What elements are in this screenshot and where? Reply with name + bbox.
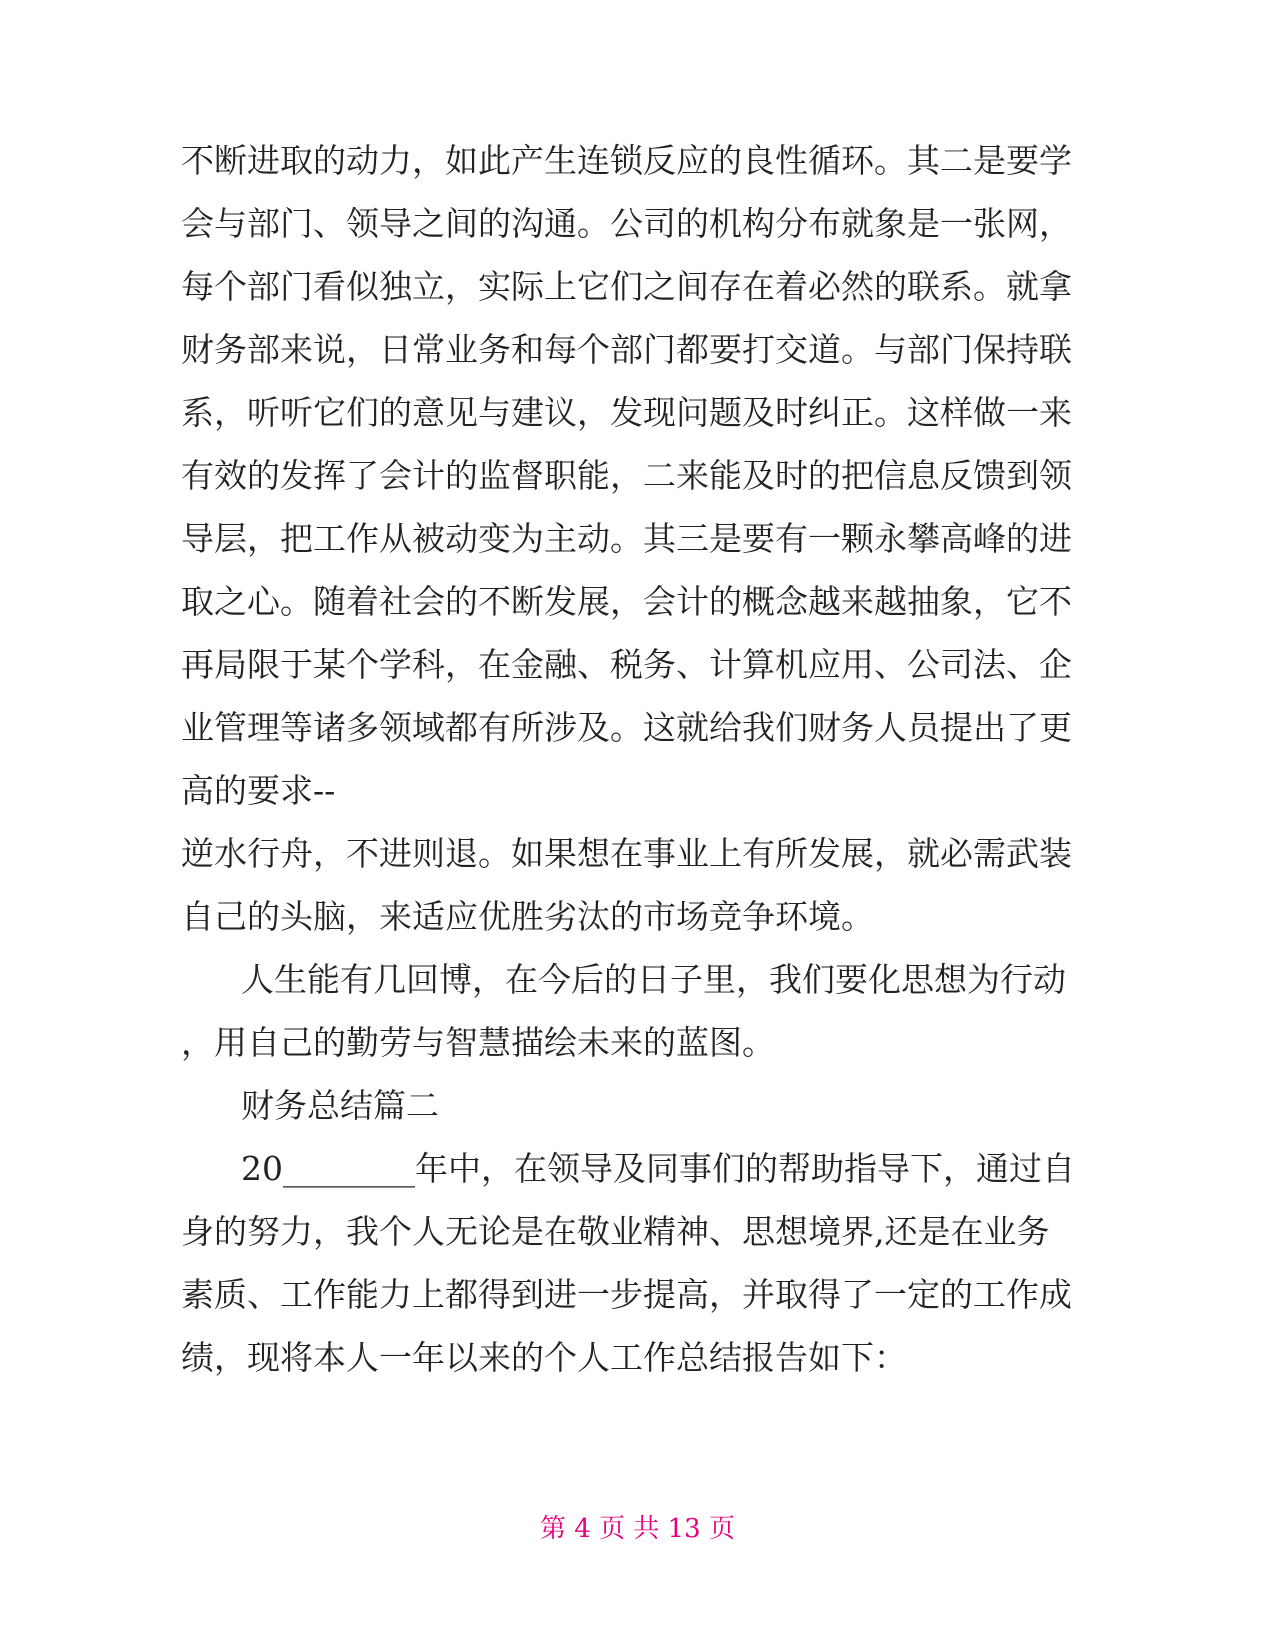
body-line: 系，听听它们的意见与建议，发现问题及时纠正。这样做一来 [181, 393, 1072, 432]
body-line: 再局限于某个学科，在金融、税务、计算机应用、公司法、企 [181, 645, 1072, 684]
body-line: 逆水行舟，不进则退。如果想在事业上有所发展，就必需武装 [181, 834, 1072, 873]
body-line: 有效的发挥了会计的监督职能，二来能及时的把信息反馈到领 [181, 456, 1072, 495]
body-line: 高的要求-- [181, 771, 336, 810]
body-line: 素质、工作能力上都得到进一步提高，并取得了一定的工作成 [181, 1275, 1072, 1314]
paragraph-line: 20________年中，在领导及同事们的帮助指导下，通过自 [241, 1149, 1075, 1188]
body-line: 会与部门、领导之间的沟通。公司的机构分布就象是一张网， [181, 204, 1072, 243]
body-line: 不断进取的动力，如此产生连锁反应的良性循环。其二是要学 [181, 141, 1072, 180]
section-heading: 财务总结篇二 [241, 1086, 439, 1125]
body-line: 导层，把工作从被动变为主动。其三是要有一颗永攀高峰的进 [181, 519, 1072, 558]
body-line: 身的努力，我个人无论是在敬业精神、思想境界,还是在业务 [181, 1212, 1050, 1251]
body-line: 绩，现将本人一年以来的个人工作总结报告如下： [181, 1338, 907, 1377]
body-line: 自己的头脑，来适应优胜劣汰的市场竞争环境。 [181, 897, 874, 936]
paragraph-line: 人生能有几回博，在今后的日子里，我们要化思想为行动 [241, 960, 1066, 999]
body-line: 业管理等诸多领域都有所涉及。这就给我们财务人员提出了更 [181, 708, 1072, 747]
body-line: 每个部门看似独立，实际上它们之间存在着必然的联系。就拿 [181, 267, 1072, 306]
body-line: ，用自己的勤劳与智慧描绘未来的蓝图。 [181, 1023, 775, 1062]
body-line: 财务部来说，日常业务和每个部门都要打交道。与部门保持联 [181, 330, 1072, 369]
page-number-footer: 第 4 页 共 13 页 [540, 1514, 735, 1544]
body-line: 取之心。随着社会的不断发展，会计的概念越来越抽象，它不 [181, 582, 1072, 621]
